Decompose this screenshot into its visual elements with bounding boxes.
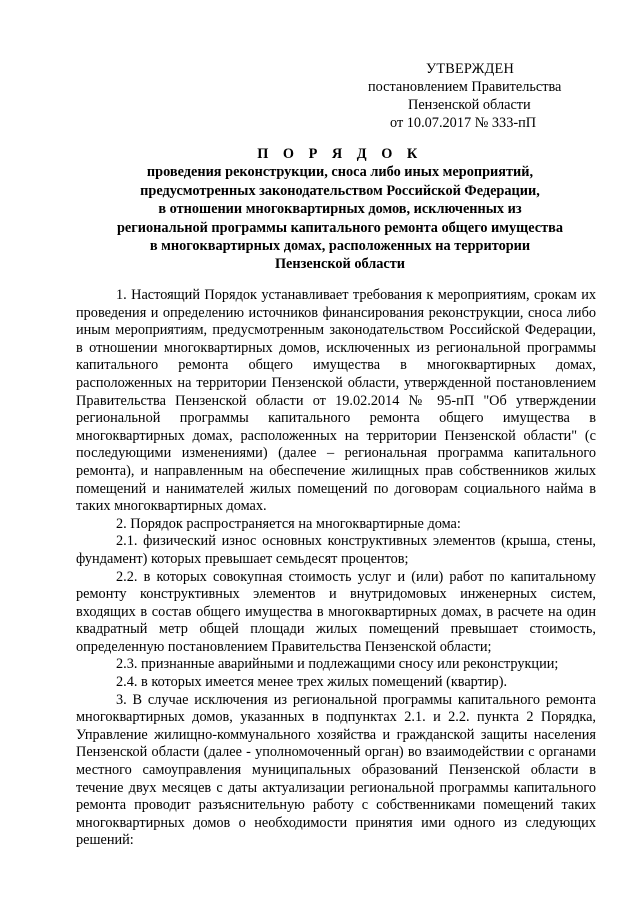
paragraph-2-3: 2.3. признанные аварийными и подлежащими сносу или реконструкции; — [116, 656, 559, 673]
title-line: Пензенской области — [274, 256, 406, 273]
paragraph-2: 2. Порядок распространяется на многоквартирные дома: — [116, 515, 461, 532]
document-body — [76, 287, 596, 850]
title-line: в многоквартирных домах, расположенных на территории — [149, 238, 531, 255]
title-line: в отношении многоквартирных домов, исключенных из — [158, 201, 522, 218]
approval-line: постановлением Правительства — [368, 79, 562, 95]
paragraph-3: 3. В случае исключения из региональной программы капитального ремонта многоквартирных домов, указанных в подпунктах 2.1. и 2.2. пункта 2 Порядка, Управление жилищно-коммунального хозяйства и гражданской защиты населения Пензенской области (далее - уполномоченный орган) во взаимодействии с органами местного самоуправления муниципальных образований Пензенской области в течение двух месяцев с даты актуализации региональной программы капитального ремонта проводит разъяснительную работу с собственниками помещений таких многоквартирных домов о необходимости принятия ими одного из следующих решений: — [76, 691, 596, 849]
approval-line: Пензенской области — [408, 97, 531, 113]
approval-heading: УТВЕРЖДЕН — [426, 61, 514, 77]
title-line: предусмотренных законодательством Российской Федерации, — [140, 182, 540, 199]
paragraph-2-2: 2.2. в которых совокупная стоимость услуг и (или) работ по капитальному ремонту конструктивных элементов и внутридомовых инженерных систем, входящих в состав общего имущества в многоквартирных домах, в расчете на один квадратный метр общей площади жилых помещений превышает стоимость, определенную постановлением Правительства Пензенской области; — [76, 568, 596, 655]
title-heading: П О Р Я Д О К — [257, 146, 423, 162]
approval-date-number: от 10.07.2017 № 333-пП — [390, 115, 537, 131]
title-line: региональной программы капитального ремонта общего имущества — [116, 219, 564, 236]
title-line: проведения реконструкции, сноса либо иных мероприятий, — [146, 164, 534, 181]
paragraph-2-4: 2.4. в которых имеется менее трех жилых помещений (квартир). — [116, 674, 508, 691]
approval-stamp — [368, 60, 598, 132]
paragraph-2-1: 2.1. физический износ основных конструктивных элементов (крыша, стены, фундамент) которых превышает семьдесят процентов; — [76, 533, 596, 567]
paragraph-1: 1. Настоящий Порядок устанавливает требования к мероприятиям, срокам их проведения и определению источников финансирования реконструкции, сноса либо иным мероприятиям, предусмотренным законодательством Российской Федерации, в отношении многоквартирных домов, исключенных из региональной программы капитального ремонта общего имущества в многоквартирных домах, расположенных на территории Пензенской области, утвержденной постановлением Правительства Пензенской области от 19.02.2014 № 95-пП "Об утверждении региональной программы капитального ремонта общего имущества в многоквартирных домах, расположенных на территории Пензенской области" (с последующими изменениями) (далее – региональная программа капитального ремонта), и направленным на обеспечение жилищных прав собственников жилых помещений и нанимателей жилых помещений по договорам социального найма в таких многоквартирных домах. — [76, 287, 596, 515]
document-title — [80, 145, 600, 274]
